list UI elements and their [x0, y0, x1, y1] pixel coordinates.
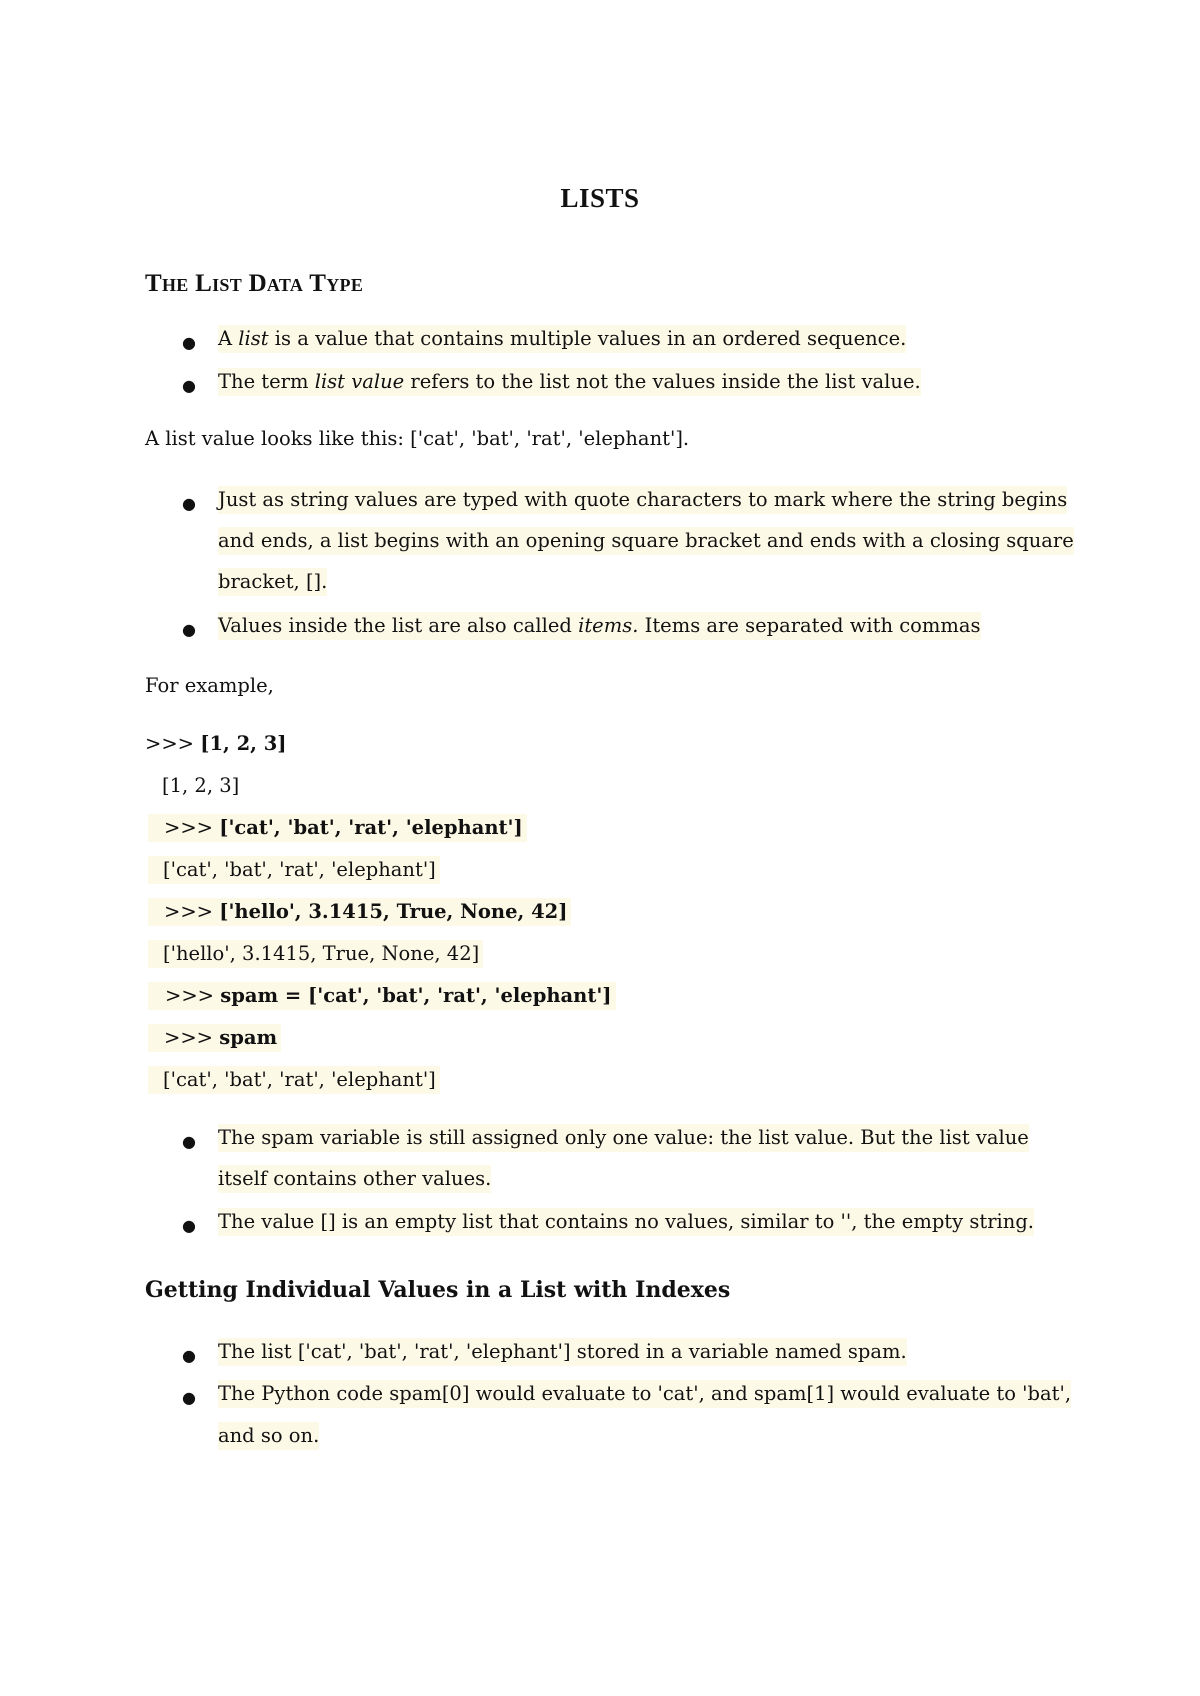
code-output: ['cat', 'bat', 'rat', 'elephant'] — [148, 1066, 440, 1094]
bullet-line: itself contains other values. — [218, 1165, 491, 1193]
code-prompt: >>> — [145, 732, 201, 755]
bullet-line: Just as string values are typed with quote characters to mark where the string begins — [218, 486, 1067, 514]
code-input: [1, 2, 3] — [200, 732, 287, 755]
page-title: LISTS — [560, 183, 640, 213]
code-line — [148, 982, 616, 1010]
bullet-line: bracket, []. — [218, 568, 327, 596]
bullet-emphasis: list value — [314, 370, 405, 393]
code-line — [145, 730, 287, 758]
bullet-dot: ● — [182, 376, 196, 395]
paragraph: A list value looks like this: ['cat', 'bat', 'rat', 'elephant']. — [145, 427, 690, 450]
bullet-line: The list ['cat', 'bat', 'rat', 'elephant'] stored in a variable named spam. — [218, 1338, 907, 1366]
bullet-line: and so on. — [218, 1422, 319, 1450]
bullet-item — [218, 325, 906, 353]
bullet-item — [218, 368, 921, 396]
code-input: ['hello', 3.1415, True, None, 42] — [219, 900, 568, 923]
code-output: [1, 2, 3] — [162, 774, 240, 797]
bullet-text: refers to the list not the values inside the list value. — [404, 370, 921, 393]
code-prompt: >>> — [164, 900, 220, 923]
bullet-text: A — [218, 327, 239, 350]
bullet-dot: ● — [182, 1388, 196, 1407]
paragraph: For example, — [145, 674, 274, 697]
bullet-line: The value [] is an empty list that contains no values, similar to '', the empty string. — [218, 1208, 1034, 1236]
bullet-text: The term — [218, 370, 315, 393]
code-input: ['cat', 'bat', 'rat', 'elephant'] — [219, 816, 523, 839]
code-input: spam = ['cat', 'bat', 'rat', 'elephant'] — [220, 984, 612, 1007]
bullet-emphasis: list — [238, 327, 269, 350]
bullet-dot: ● — [182, 494, 196, 513]
code-line — [148, 1024, 281, 1052]
bullet-dot: ● — [182, 333, 196, 352]
bullet-text: Values inside the list are also called — [218, 614, 579, 637]
code-prompt: >>> — [164, 816, 220, 839]
bullet-dot: ● — [182, 1132, 196, 1151]
code-output: ['hello', 3.1415, True, None, 42] — [148, 940, 483, 968]
code-input: spam — [219, 1026, 278, 1049]
bullet-line: The spam variable is still assigned only one value: the list value. But the list value — [218, 1124, 1029, 1152]
code-prompt: >>> — [164, 1026, 220, 1049]
code-line — [148, 814, 527, 842]
bullet-line: and ends, a list begins with an opening square bracket and ends with a closing square — [218, 527, 1074, 555]
bullet-line: The Python code spam[0] would evaluate to 'cat', and spam[1] would evaluate to 'bat', — [218, 1380, 1071, 1408]
section-heading-indexes: Getting Individual Values in a List with Indexes — [145, 1277, 731, 1303]
code-prompt: >>> — [165, 984, 221, 1007]
bullet-dot: ● — [182, 620, 196, 639]
code-output: ['cat', 'bat', 'rat', 'elephant'] — [148, 856, 440, 884]
bullet-text: Items are separated with commas — [638, 614, 981, 637]
section-heading-list-data-type: The List Data Type — [145, 270, 364, 297]
bullet-dot: ● — [182, 1216, 196, 1235]
bullet-emphasis: items. — [578, 614, 639, 637]
bullet-dot: ● — [182, 1346, 196, 1365]
bullet-text: is a value that contains multiple values in an ordered sequence. — [268, 327, 907, 350]
code-line — [148, 898, 571, 926]
bullet-item — [218, 612, 981, 640]
